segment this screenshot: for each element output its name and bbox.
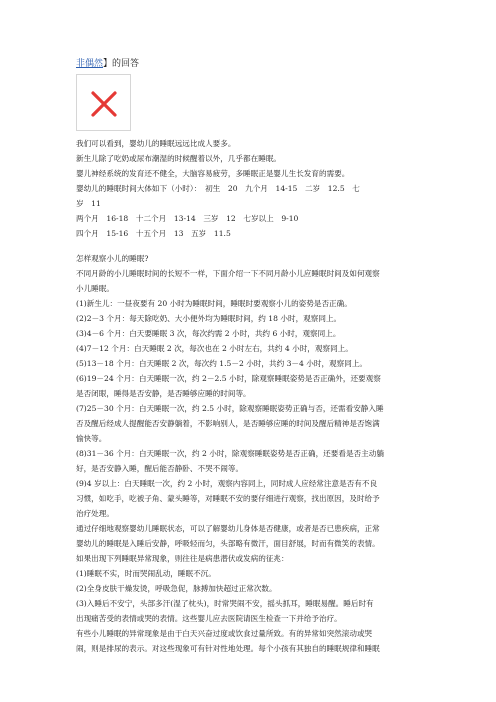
text-line: 婴幼儿的睡眠时间大体如下（小时）： 初生 20 九个月 14-15 二岁 12.5 七	[76, 184, 360, 193]
broken-image-x-icon	[91, 91, 117, 117]
text-line: 好，是否安静入睡，醒后能否静卧、不哭不闹等。	[76, 464, 244, 473]
text-line: (4)7－12 个月：白天睡眠 2 次，每次也在 2 小时左右，共约 4 小时，观察同上。	[76, 344, 353, 353]
text-line: 愉快等。	[76, 434, 107, 443]
text-line: 婴幼儿的睡眠是入睡后安静，呼吸轻而匀，头部略有微汗，面目舒展，时而有微笑的表情。	[76, 539, 380, 548]
text-line: 我们可以看到，婴幼儿的睡眠远远比成人要多。	[76, 139, 236, 148]
text-line: (9)4 岁以上：白天睡眠一次，约 2 小时，观察内容同上，同时成人应经常注意是否有不良	[76, 479, 378, 488]
answer-header-suffix: 】的回答	[103, 59, 140, 69]
text-line: (2)2－3 个月：每天除吃奶、大小便外均为睡眠时间，约 18 小时，观察同上。	[76, 314, 342, 323]
text-line: 小儿睡眠。	[76, 284, 114, 293]
text-line: (7)25－30 个月：白天睡眠一次，约 2.5 小时，除观察睡眠姿势正确与否，还需看安静入睡	[76, 404, 384, 413]
text-line: (3)4－6 个月：白天要睡眠 3 次，每次约需 2 小时，共约 6 小时，观察同上。	[76, 329, 341, 338]
text-line: (2)全身皮肤干燥发烫，呼吸急促，脉搏加快超过正常次数。	[76, 584, 277, 593]
text-line: (5)13－18 个月：白天睡眠 2 次，每次约 1.5－2 小时，共约 3－4 小时，观察同上。	[76, 359, 368, 368]
section-heading: 怎样观察小儿的睡眠?	[76, 254, 149, 263]
text-line: 不同月龄的小儿睡眠时间的长短不一样，下面介绍一下不同月龄小儿应睡眠时间及如何观察	[76, 269, 380, 278]
text-line: (1)睡眠不实，时而哭闹乱动，睡眠不沉。	[76, 569, 216, 578]
text-line: 两个月 16-18 十二个月 13-14 三岁 12 七岁以上 9-10	[76, 214, 299, 223]
text-line: 闹，则是排尿的表示。对这些现象可有针对性地处理。每个小孩有其独自的睡眠规律和睡眠	[76, 644, 380, 653]
broken-image	[76, 74, 131, 131]
text-line: (3)入睡后不安宁，头部多汗(湿了枕头)，时常哭闹不安，摇头抓耳，睡眠易醒。睡后时有	[76, 599, 374, 608]
text-line: (1)新生儿：一昼夜要有 20 小时为睡眠时间，睡眠时要观察小儿的姿势是否正确。	[76, 299, 352, 308]
text-line: 有些小儿睡眠的异常现象是由于白天兴奋过度或饮食过量所致。有的异常如突然滚动或哭	[76, 629, 373, 638]
text-line: 是否闭眼，睡得是否安静，是否睡够应睡的时间等。	[76, 389, 251, 398]
text-line: (6)19－24 个月：白天睡眠一次，约 2－2.5 小时，除观察睡眠姿势是否正确外，还要观察	[76, 374, 381, 383]
text-line: 新生儿除了吃奶或尿布潮湿的时候醒着以外，几乎都在睡眠。	[76, 154, 282, 163]
text-line: 四个月 15-16 十五个月 13 五岁 11.5	[76, 229, 231, 238]
text-line: 如果出现下列睡眠异常现象，则往往是病患潜伏或发病的征兆：	[76, 554, 289, 563]
text-line: (8)31－36 个月：白天睡眠一次，约 2 小时，除观察睡眠姿势是否正确，还要看是否主动躺	[76, 449, 384, 458]
text-line: 治疗处理。	[76, 509, 114, 518]
answer-header	[76, 58, 139, 70]
text-line: 岁 11	[76, 199, 101, 208]
text-line: 婴儿神经系统的发育还不健全，大脑容易疲劳，多睡眠正是婴儿生长发育的需要。	[76, 169, 350, 178]
text-line: 通过仔细地观察婴幼儿睡眠状态，可以了解婴幼儿身体是否健康，或者是否已患疾病，正常	[76, 524, 380, 533]
text-line: 出现痛苦受的表情或哭的表情。这些婴儿应去医院请医生检查一下并给予治疗。	[76, 614, 342, 623]
text-line: 否及醒后经成人提醒能否安静躺着，不影响别人，是否睡够应睡的时间及醒后精神是否饱满	[76, 419, 380, 428]
username-link[interactable]: 非偶然	[76, 59, 104, 69]
text-line: 习惯，如吃手，吃被子角、蒙头睡等，对睡眠不安的要仔细进行观察，找出原因，及时给予	[76, 494, 380, 503]
